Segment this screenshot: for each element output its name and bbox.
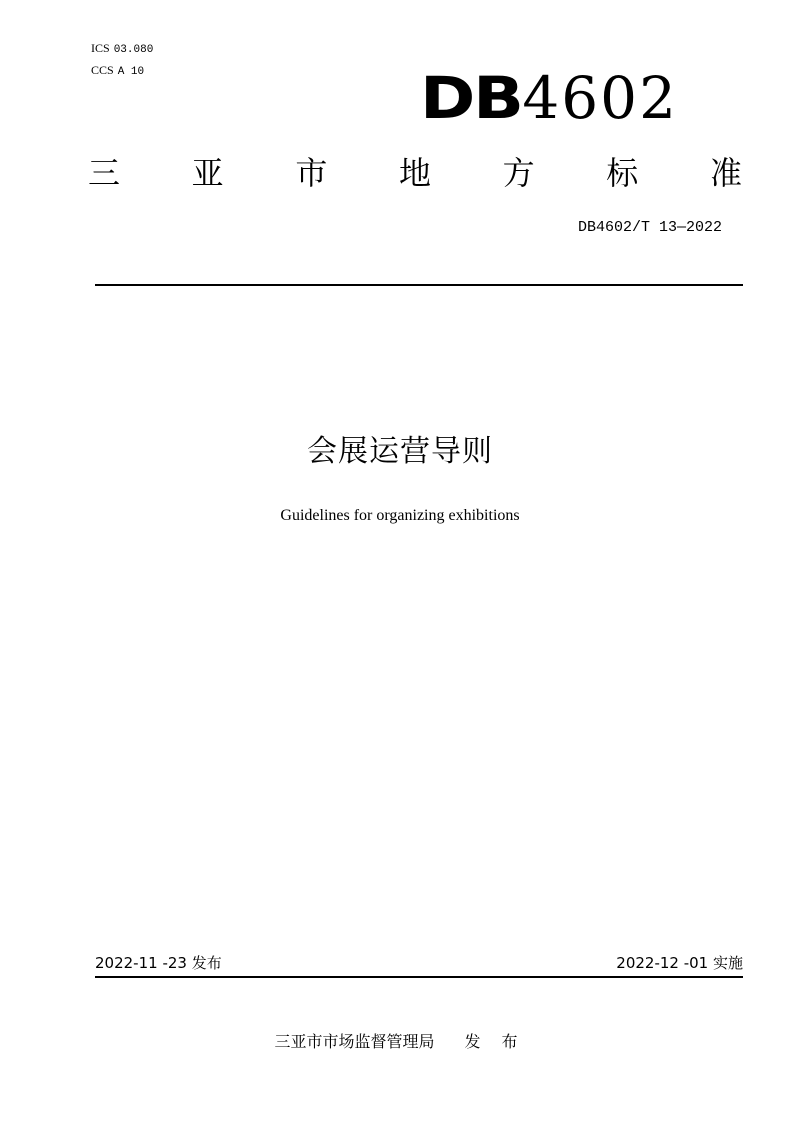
standard-type-char: 标 xyxy=(606,154,639,192)
standard-type-heading xyxy=(88,150,742,196)
document-title-chinese: 会展运营导则 xyxy=(307,434,493,469)
standard-type-char: 市 xyxy=(295,154,328,192)
ics-label: ICS xyxy=(91,41,110,55)
issuer-line xyxy=(0,1030,800,1054)
standard-type-char: 地 xyxy=(398,154,431,192)
standard-type-char: 方 xyxy=(502,154,535,192)
standard-logo xyxy=(420,62,690,134)
standard-type-char: 亚 xyxy=(191,154,224,192)
ccs-code: A 10 xyxy=(117,66,145,78)
issue-date: 2022-11 -23 发布 xyxy=(95,954,222,972)
standard-type-char: 准 xyxy=(709,154,742,192)
document-title-english: Guidelines for organizing exhibitions xyxy=(280,507,520,524)
logo-number: 4602 xyxy=(522,64,678,132)
issuer-action: 发 布 xyxy=(464,1032,526,1051)
ics-code: 03.080 xyxy=(113,44,154,56)
top-divider xyxy=(95,284,743,286)
standard-type-char: 三 xyxy=(88,154,121,192)
logo-prefix: DB xyxy=(420,64,522,132)
bottom-divider xyxy=(95,976,743,978)
ics-line xyxy=(91,38,153,60)
classification-codes xyxy=(91,38,153,82)
ccs-label: CCS xyxy=(91,63,114,77)
implementation-date: 2022-12 -01 实施 xyxy=(616,954,743,972)
ccs-line xyxy=(91,60,153,82)
standard-number: DB4602/T 13—2022 xyxy=(577,219,722,236)
issuer-name: 三亚市市场监督管理局 xyxy=(274,1032,435,1051)
